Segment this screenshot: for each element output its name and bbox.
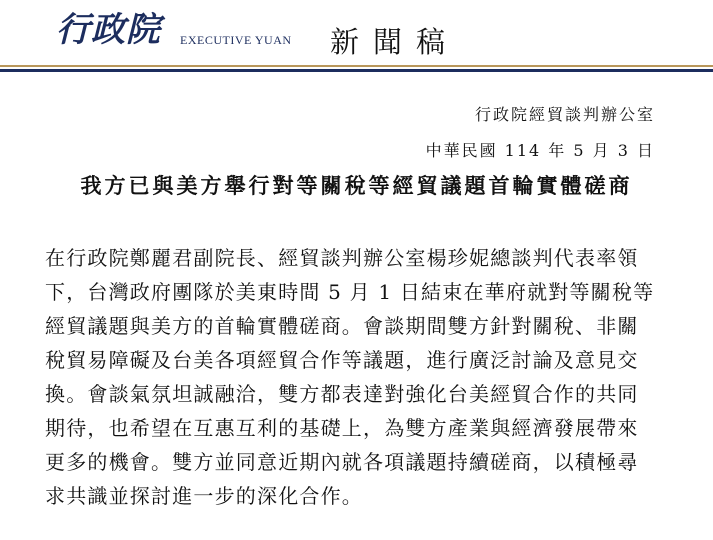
body-line: 換。會談氣氛坦誠融洽，雙方都表達對強化台美經貿合作的共同	[45, 382, 639, 406]
press-headline: 我方已與美方舉行對等關稅等經貿議題首輪實體磋商	[80, 173, 633, 198]
release-date: 中華民國 114 年 5 月 3 日	[425, 141, 655, 160]
letterhead	[0, 0, 713, 82]
body-line: 經貿議題與美方的首輪實體磋商。會談期間雙方針對關稅、非關	[45, 314, 639, 338]
body-line: 更多的機會。雙方並同意近期內就各項議題持續磋商，以積極尋	[45, 450, 639, 474]
executive-yuan-logo: 行政院	[56, 10, 161, 50]
issuing-office: 行政院經貿談判辦公室	[474, 105, 655, 124]
executive-yuan-english-name: EXECUTIVE YUAN	[180, 33, 292, 47]
document-title: 新聞稿	[330, 25, 460, 59]
body-line: 在行政院鄭麗君副院長、經貿談判辦公室楊珍妮總談判代表率領	[45, 246, 639, 270]
header-divider-navy	[0, 69, 713, 72]
body-line: 稅貿易障礙及台美各項經貿合作等議題，進行廣泛討論及意見交	[45, 348, 639, 372]
body-line: 期待，也希望在互惠互利的基礎上，為雙方產業與經濟發展帶來	[45, 416, 639, 440]
header-divider-gold	[0, 65, 713, 67]
body-line: 下，台灣政府團隊於美東時間 5 月 1 日結束在華府就對等關稅等	[45, 280, 655, 304]
press-body	[45, 241, 680, 513]
body-line: 求共識並探討進一步的深化合作。	[45, 484, 363, 508]
